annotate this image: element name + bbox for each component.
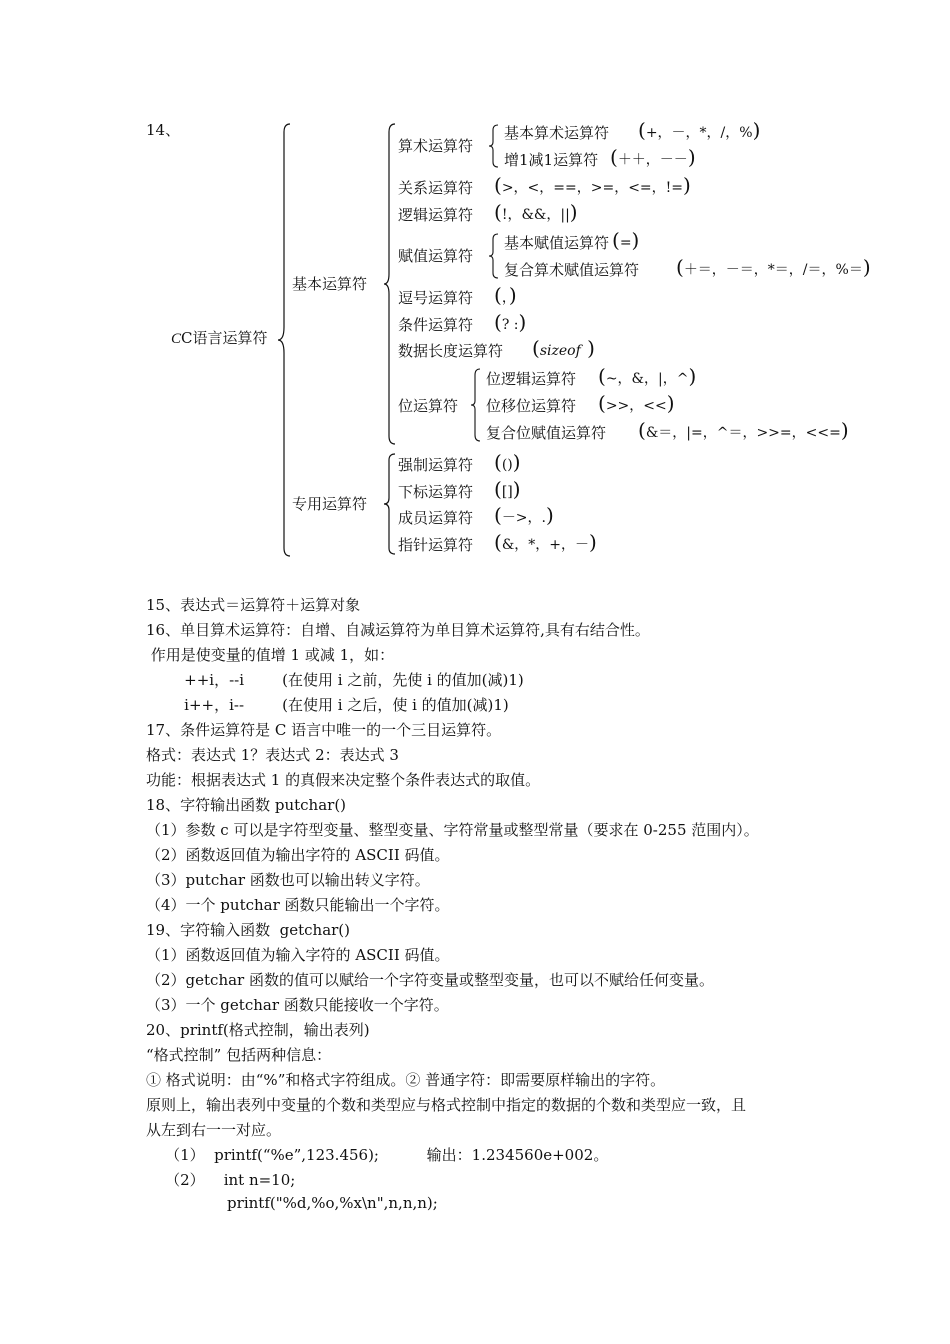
bit-compound-ops: (&＝，|=，^＝，>>=，<<=) [638,418,849,442]
relational-ops: (>，<，==，>=，<=，!=) [494,173,691,197]
bitwise-label: 位运算符 [398,397,459,415]
arith-basic-ops-text: +，－，*，/，% [645,125,753,141]
bit-shift-label: 位移位运算符 [486,397,577,415]
text-line: printf("%d,%o,%x\n",n,n,n); [146,1194,438,1212]
assign-basic-ops-text: = [619,235,632,251]
pointer-ops-text: &，*，+，－ [501,537,590,553]
arith-label: 算术运算符 [398,137,474,155]
bit-logic-ops-text: ~，&，|，^ [605,371,689,387]
assign-brace [488,233,502,279]
root-label-text: C语言运算符 [181,329,268,347]
text-line: （2）函数返回值为输出字符的 ASCII 码值。 [146,846,450,864]
assign-compound-ops: (＋＝，－＝，*＝，/＝，%＝) [676,255,871,279]
conditional-label: 条件运算符 [398,316,474,334]
text-line: 格式：表达式 1？表达式 2：表达式 3 [146,746,399,764]
basic-operators-label: 基本运算符 [292,275,368,293]
bit-shift-ops-text: >>，<< [605,398,667,414]
root-label: CC语言运算符 [171,329,268,347]
arith-incdec-ops-text: ＋＋，－－ [617,152,688,168]
text-line: 18、字符输出函数 putchar() [146,796,347,814]
text-line: 17、条件运算符是 C 语言中唯一的一个三目运算符。 [146,721,502,739]
text-line: 功能：根据表达式 1 的真假来决定整个条件表达式的取值。 [146,771,541,789]
conditional-ops-text: ? : [501,317,519,333]
text-line: 15、表达式＝运算符＋运算对象 [146,596,361,614]
member-ops-text: －>，. [501,510,546,526]
arith-basic-label: 基本算术运算符 [504,124,610,142]
arith-incdec-label: 增1减1运算符 [504,151,599,169]
subscript-ops: ([]) [494,477,521,501]
logical-label: 逻辑运算符 [398,206,474,224]
assign-compound-label: 复合算术赋值运算符 [504,261,640,279]
assign-basic-label: 基本赋值运算符 [504,234,610,252]
text-line: 作用是使变量的值增 1 或减 1，如： [146,646,395,664]
text-line: （4）一个 putchar 函数只能输出一个字符。 [146,896,450,914]
bit-shift-ops: (>>，<<) [598,391,675,415]
assign-basic-ops: (=) [612,228,640,252]
text-line: （3）一个 getchar 函数只能接收一个字符。 [146,996,449,1014]
text-line: （1） printf(“%e”,123.456); 输出：1.234560e+002。 [146,1146,609,1164]
logical-ops: (!，&&，||) [494,200,578,224]
relational-ops-text: >，<，==，>=，<=，!= [501,180,684,196]
bit-compound-ops-text: &＝，|=，^＝，>>=，<<= [645,425,841,441]
cast-ops: (()) [494,450,521,474]
conditional-ops: (? :) [494,310,527,334]
text-line: ① 格式说明：由“%”和格式字符组成。② 普通字符：即需要原样输出的字符。 [146,1071,666,1089]
text-line: 20、printf(格式控制，输出表列) [146,1021,370,1039]
subscript-label: 下标运算符 [398,483,474,501]
text-line: i++，i-- (在使用 i 之后，使 i 的值加(减)1) [146,696,509,714]
assign-label: 赋值运算符 [398,247,474,265]
bit-compound-label: 复合位赋值运算符 [486,424,607,442]
comma-ops: (，) [494,283,517,307]
bit-logic-ops: (~，&，|，^) [598,364,697,388]
bitwise-brace [470,368,484,442]
pointer-ops: (&，*，+，－) [494,530,597,554]
comma-label: 逗号运算符 [398,289,474,307]
text-line: 16、单目算术运算符：自增、自减运算符为单目算术运算符,具有右结合性。 [146,621,650,639]
text-line: （2） int n=10; [146,1171,296,1189]
text-line: （1）函数返回值为输入字符的 ASCII 码值。 [146,946,450,964]
relational-label: 关系运算符 [398,179,474,197]
logical-ops-text: !，&&，|| [501,207,570,223]
member-ops: (－>，.) [494,503,554,527]
assign-compound-ops-text: ＋＝，－＝，*＝，/＝，%＝ [683,262,863,278]
text-line: （2）getchar 函数的值可以赋给一个字符变量或整型变量，也可以不赋给任何变量。 [146,971,714,989]
cast-ops-text: () [501,457,513,473]
text-line: 从左到右一一对应。 [146,1121,282,1139]
text-line: “格式控制” 包括两种信息： [146,1046,332,1064]
root-brace [276,122,296,558]
arith-basic-ops: (+，－，*，/，%) [638,118,761,142]
text-line: （1）参数 c 可以是字符型变量、整型变量、字符常量或整型常量（要求在 0-255 范围内）。 [146,821,759,839]
item-number-14: 14、 [146,121,181,139]
arith-incdec-ops: (＋＋，－－) [610,145,696,169]
sizeof-ops-text: sizeof [539,343,581,359]
text-line: 原则上，输出表列中变量的个数和类型应与格式控制中指定的数据的个数和类型应一致，且 [146,1096,747,1114]
cast-label: 强制运算符 [398,456,474,474]
subscript-ops-text: [] [501,484,513,500]
sizeof-ops: (sizeof ) [532,336,595,360]
text-line: 19、字符输入函数 getchar() [146,921,351,939]
member-label: 成员运算符 [398,509,474,527]
bit-logic-label: 位逻辑运算符 [486,370,577,388]
text-line: ++i，--i (在使用 i 之前，先使 i 的值加(减)1) [146,671,524,689]
text-line: （3）putchar 函数也可以输出转义字符。 [146,871,430,889]
pointer-label: 指针运算符 [398,536,474,554]
sizeof-label: 数据长度运算符 [398,342,504,360]
comma-ops-text: ， [501,290,509,306]
arith-brace [488,124,502,168]
special-operators-label: 专用运算符 [292,495,368,513]
